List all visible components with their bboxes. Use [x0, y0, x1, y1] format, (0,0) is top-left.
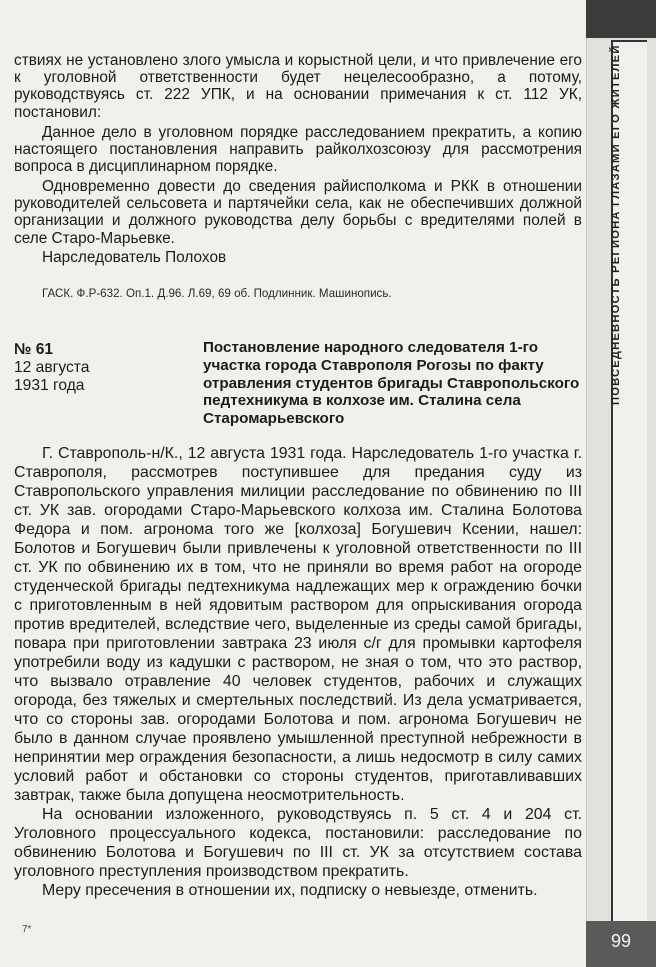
archive-source-note: ГАСК. Ф.Р-632. Оп.1. Д.96. Л.69, 69 об. Подлинник. Машинопись. — [42, 287, 392, 300]
paragraph-decision: Данное дело в уголовном порядке расследованием прекратить, а копию настоящего постановления направить райколхозсоюзу для рассмотрения вопроса в дисциплинарном порядке. — [14, 124, 582, 176]
page-number: 99 — [610, 931, 632, 951]
page-number-box — [586, 921, 656, 967]
document-number: № 61 — [14, 341, 54, 358]
body-paragraph-findings: Г. Ставрополь-н/К., 12 августа 1931 года. Нарследователь 1-го участка г. Ставрополя, рассмотрев поступившее для предания суду из Ставропольского управления милиции расследование по обвинению по III ст. УК зав. огородами Старо-Марьевского колхоза им. Сталина Болотова Федора и пом. агронома того же [колхоза] Богушевич Ксении, нашел: Болотов и Богушевич были привлечены к уголовной ответственности по III ст. УК по обвинению их в том, что не приняли во время работ на огороде студенческой бригады педтехникума надлежащих мер к ограждению бочки с приготовленным в ней ядовитым раствором для опрыскивания огорода против вредителей, вследствие чего, выделенные из среды самой бригады, повара при приготовлении завтрака 23 июля с/г для промывки картофеля употребили воду из кадушки с раствором, не зная о том, что это раствор, что вызвало отравление 40 человек студентов, рабочих и служащих огорода, без тяжелых и смертельных последствий. Из дела усматривается, что со стороны зав. огородами Болотова и пом. агронома Богушевич не было в данном случае проявлено умышленной преступной небрежности в непринятии мер ограждения безопасности, а лишь недосмотр в силу самих условий работ и обстановки со стороны студентов, приготавливавших завтрак, также была допущена неосмотрительность. — [14, 445, 582, 804]
document-date-line2: 1931 года — [14, 377, 85, 394]
document-title: Постановление народного следователя 1-го участка города Ставрополя Рогозы по факту отравления студентов бригады Ставропольского педтехникума в колхозе им. Сталина села Старомарьевского — [203, 339, 580, 428]
document-body — [14, 444, 582, 900]
signature-line: Нарследователь Полохов — [42, 249, 227, 266]
document-header-meta — [14, 341, 89, 395]
document-date-line1: 12 августа — [14, 359, 90, 376]
paragraph-notice: Одновременно довести до сведения райисполкома и РКК в отношении руководителей сельсовета и партячейки села, как не обеспечивших должной организации и должного руководства делу борьбы с вредителями полей в селе Старо-Марьевке. — [14, 178, 582, 247]
paragraph-continuation: ствиях не установлено злого умысла и корыстной цели, и что привлечение его к уголовной ответственности будет нецелесообразно, а потому, руководствуясь ст. 222 УПК, и на основании примечания к ст. 112 УК, постановил: — [14, 52, 582, 121]
body-paragraph-measure: Меру пресечения в отношении их, подписку о невыезде, отменить. — [42, 882, 538, 899]
sidebar-title: ПОВСЕДНЕВНОСТЬ РЕГИОНА ГЛАЗАМИ ЕГО ЖИТЕЛЕЙ — [610, 44, 622, 405]
sidebar-top-block — [586, 0, 656, 38]
footer-mark: 7* — [22, 924, 32, 935]
body-paragraph-resolution: На основании изложенного, руководствуясь п. 5 ст. 4 и 204 ст. Уголовного процессуального кодекса, постановили: расследование по обвинению Болотова и Богушевич по III ст. УК за отсутствием состава уголовного преступления производством прекратить. — [14, 806, 582, 880]
